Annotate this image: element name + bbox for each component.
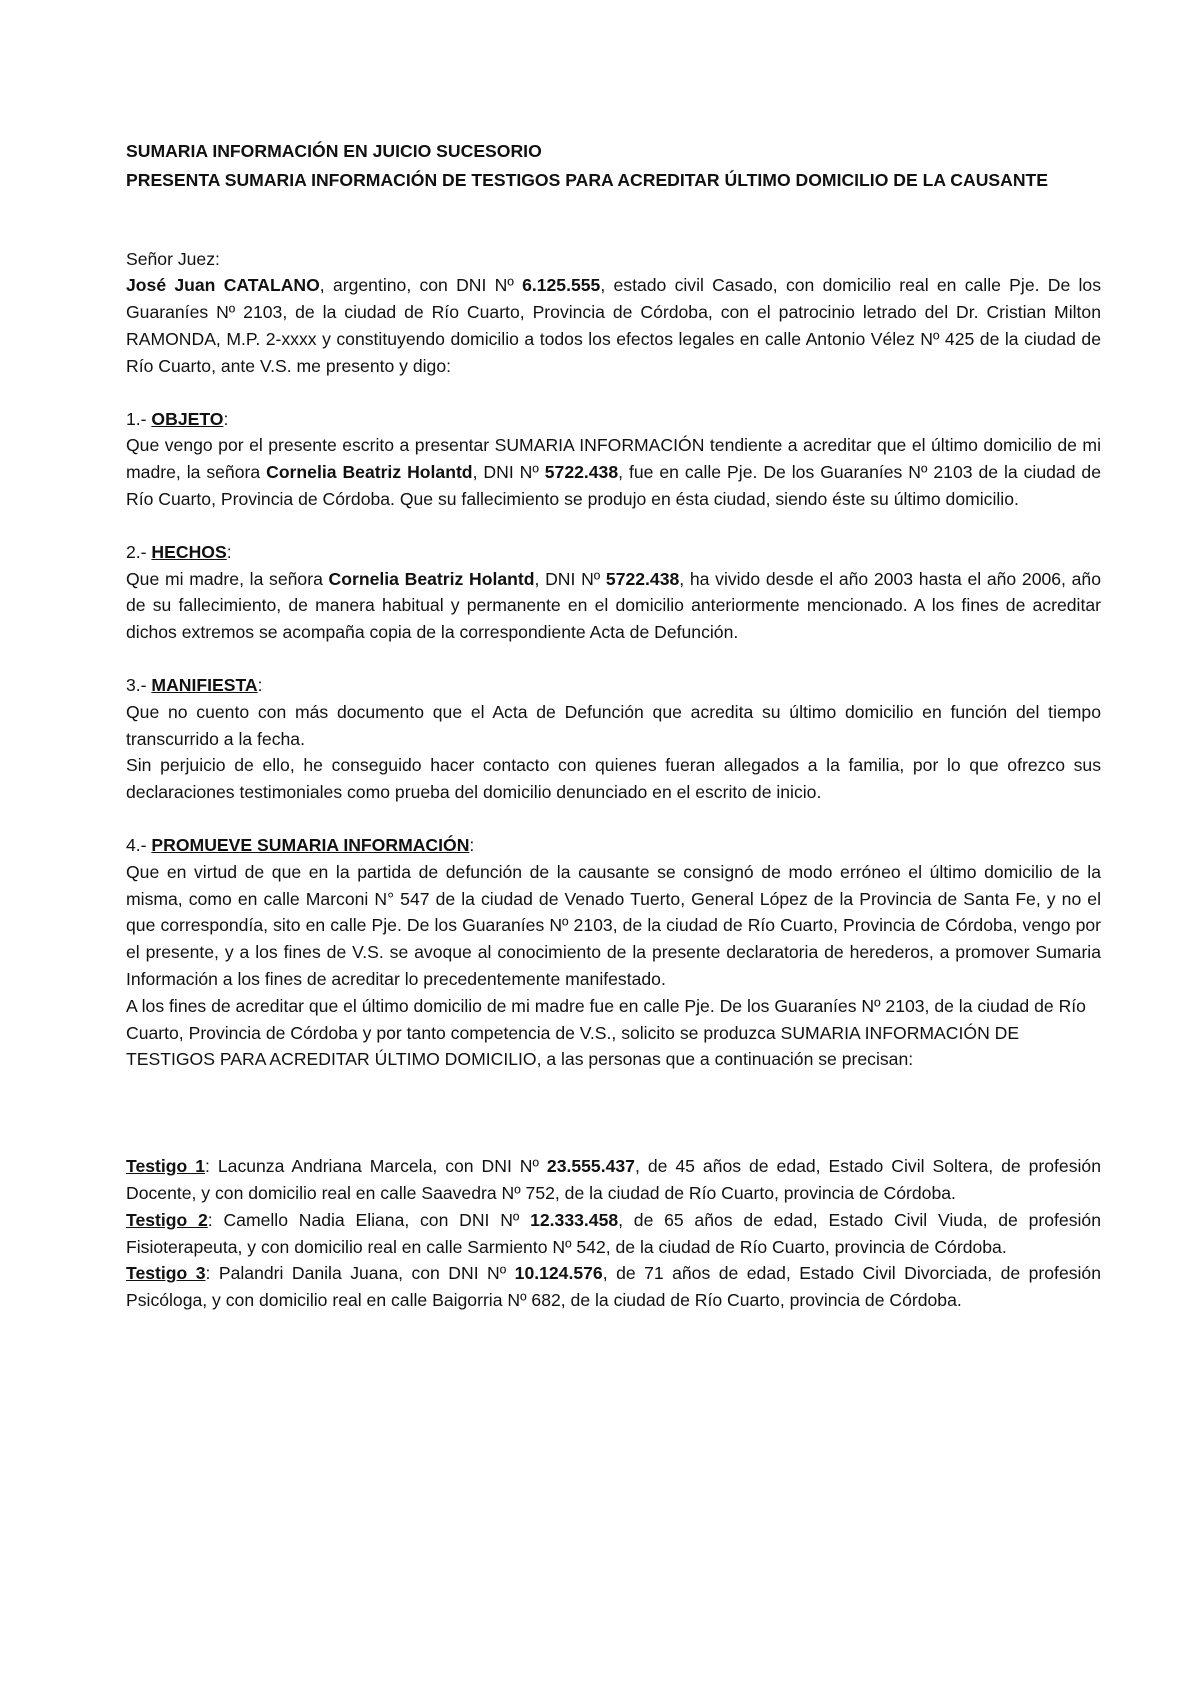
section-body: Que en virtud de que en la partida de defunción de la causante se consignó de modo erróneo el último domicilio de la misma, como en calle Marconi N° 547 de la ciudad de Venado Tuerto, General López de la Provincia de Santa Fe, y no el que correspondía, sito en calle Pje. De los Guaraníes Nº 2103, de la ciudad de Río Cuarto, Provincia de Córdoba, vengo por el presente, y a los fines de V.S. se avoque al conocimiento de la presente declaratoria de herederos, a promover Sumaria Información a los fines de acreditar lo precedentemente manifestado.	[126, 861, 1101, 989]
section-objeto	[126, 406, 1101, 513]
section-heading: 1.- OBJETO:	[126, 408, 229, 429]
document-page	[126, 138, 1101, 1314]
section-promueve	[126, 832, 1101, 1073]
salutation: Señor Juez:	[126, 248, 220, 269]
section-body: Que no cuento con más documento que el Acta de Defunción que acredita su último domicilio en función del tiempo transcurrido a la fecha.	[126, 701, 1101, 749]
petitioner-dni: 6.125.555	[522, 275, 601, 296]
witness-item: Testigo 3: Palandri Danila Juana, con DNI Nº 10.124.576, de 71 años de edad, Estado Civil Divorciada, de profesión Psicóloga, y con domicilio real en calle Baigorria Nº 682, de la ciudad de Río Cuarto, provincia de Córdoba.	[126, 1263, 1102, 1311]
document-title: SUMARIA INFORMACIÓN EN JUICIO SUCESORIO	[126, 141, 542, 161]
section-manifiesta	[126, 672, 1101, 806]
section-hechos	[126, 539, 1101, 646]
intro-paragraph: José Juan CATALANO, argentino, con DNI Nº 6.125.555, estado civil Casado, con domicilio real en calle Pje. De los Guaraníes Nº 2103, de la ciudad de Río Cuarto, Provincia de Córdoba, con el patrocinio letrado del Dr. Cristian Milton RAMONDA, M.P. 2-xxxx y constituyendo domicilio a todos los efectos legales en calle Antonio Vélez Nº 425 de la ciudad de Río Cuarto, ante V.S. me presento y digo:	[126, 275, 1101, 376]
section-body: A los fines de acreditar que el último domicilio de mi madre fue en calle Pje. De los Guaraníes Nº 2103, de la ciudad de Río Cuarto, Provincia de Córdoba y por tanto competencia de V.S., solicito se produzca SUMARIA INFORMACIÓN DE TESTIGOS PARA ACREDITAR ÚLTIMO DOMICILIO, a las personas que a continuación se precisan:	[126, 995, 1086, 1070]
section-body: Sin perjuicio de ello, he conseguido hacer contacto con quienes fueran allegados a la familia, por lo que ofrezco sus declaraciones testimoniales como prueba del domicilio denunciado en el escrito de inicio.	[126, 755, 1101, 803]
witness-item: Testigo 1: Lacunza Andriana Marcela, con DNI Nº 23.555.437, de 45 años de edad, Estado Civil Soltera, de profesión Docente, y con domicilio real en calle Saavedra Nº 752, de la ciudad de Río Cuarto, provincia de Córdoba.	[126, 1156, 1101, 1203]
petitioner-name: José Juan CATALANO	[126, 275, 320, 296]
document-subtitle: PRESENTA SUMARIA INFORMACIÓN DE TESTIGOS PARA ACREDITAR ÚLTIMO DOMICILIO DE LA CAUSANTE	[126, 169, 1049, 190]
witness-item: Testigo 2: Camello Nadia Eliana, con DNI Nº 12.333.458, de 65 años de edad, Estado Civil Viuda, de profesión Fisioterapeuta, y con domicilio real en calle Sarmiento Nº 542, de la ciudad de Río Cuarto, provincia de Córdoba.	[126, 1209, 1101, 1257]
section-heading: 2.- HECHOS:	[126, 541, 232, 562]
section-heading: 3.- MANIFIESTA:	[126, 674, 263, 695]
section-body: Que vengo por el presente escrito a presentar SUMARIA INFORMACIÓN tendiente a acreditar que el último domicilio de mi madre, la señora Cornelia Beatriz Holantd, DNI Nº 5722.438, fue en calle Pje. De los Guaraníes Nº 2103 de la ciudad de Río Cuarto, Provincia de Córdoba. Que su fallecimiento se produjo en ésta ciudad, siendo éste su último domicilio.	[126, 435, 1102, 509]
section-body: Que mi madre, la señora Cornelia Beatriz Holantd, DNI Nº 5722.438, ha vivido desde el año 2003 hasta el año 2006, año de su fallecimiento, de manera habitual y permanente en el domicilio anteriormente mencionado. A los fines de acreditar dichos extremos se acompaña copia de la correspondiente Acta de Defunción.	[126, 568, 1101, 643]
section-heading: 4.- PROMUEVE SUMARIA INFORMACIÓN:	[126, 834, 475, 855]
witness-list	[126, 1153, 1101, 1314]
